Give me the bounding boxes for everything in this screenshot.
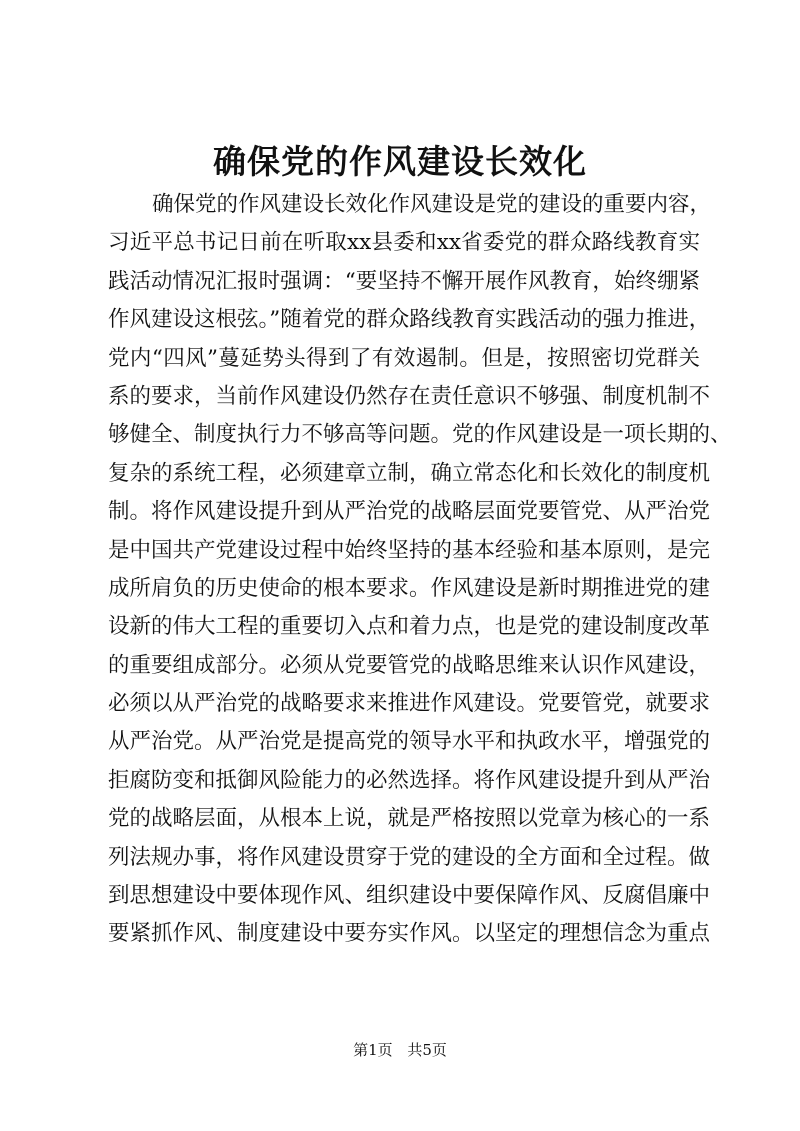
text-line: 到思想建设中要体现作风、组织建设中要保障作风、反腐倡廉中 (108, 883, 711, 909)
text-line: 确保党的作风建设长效化作风建设是党的建设的重要内容， (152, 192, 712, 217)
body-paragraph (108, 186, 732, 954)
text-line: 够健全、制度执行力不够高等问题。党的作风建设是一项长期的、 (108, 422, 732, 448)
text-line: 设新的伟大工程的重要切入点和着力点，也是党的建设制度改革 (108, 614, 711, 640)
text-line: 作风建设这根弦。”随着党的群众路线教育实践活动的强力推进， (108, 307, 711, 333)
text-line: 是中国共产党建设过程中始终坚持的基本经验和基本原则，是完 (108, 537, 711, 563)
text-line: 列法规办事，将作风建设贯穿于党的建设的全方面和全过程。做 (108, 844, 711, 870)
text-line: 系的要求，当前作风建设仍然存在责任意识不够强、制度机制不 (108, 383, 711, 409)
text-line: 从严治党。从严治党是提高党的领导水平和执政水平，增强党的 (108, 729, 711, 755)
text-line: 党内“四风”蔓延势头得到了有效遏制。但是，按照密切党群关 (108, 345, 700, 371)
text-line: 拒腐防变和抵御风险能力的必然选择。将作风建设提升到从严治 (108, 767, 711, 793)
text-line: 复杂的系统工程，必须建章立制，确立常态化和长效化的制度机 (108, 460, 711, 486)
text-line: 制。将作风建设提升到从严治党的战略层面党要管党、从严治党 (108, 499, 711, 525)
text-line: 践活动情况汇报时强调：“要坚持不懈开展作风教育，始终绷紧 (108, 268, 700, 294)
text-line: 成所肩负的历史使命的根本要求。作风建设是新时期推进党的建 (108, 575, 711, 601)
page-title: 确保党的作风建设长效化 (213, 142, 587, 181)
page-number: 第1页 (353, 1041, 393, 1059)
page-total: 共5页 (407, 1041, 447, 1059)
page-footer (0, 1040, 800, 1060)
text-line: 习近平总书记日前在听取xx县委和xx省委党的群众路线教育实 (108, 230, 700, 256)
text-line: 要紧抓作风、制度建设中要夯实作风。以坚定的理想信念为重点 (108, 921, 711, 947)
text-line: 必须以从严治党的战略要求来推进作风建设。党要管党，就要求 (108, 691, 711, 717)
text-line: 的重要组成部分。必须从党要管党的战略思维来认识作风建设， (108, 652, 711, 678)
text-line: 党的战略层面，从根本上说，就是严格按照以党章为核心的一系 (108, 806, 711, 832)
